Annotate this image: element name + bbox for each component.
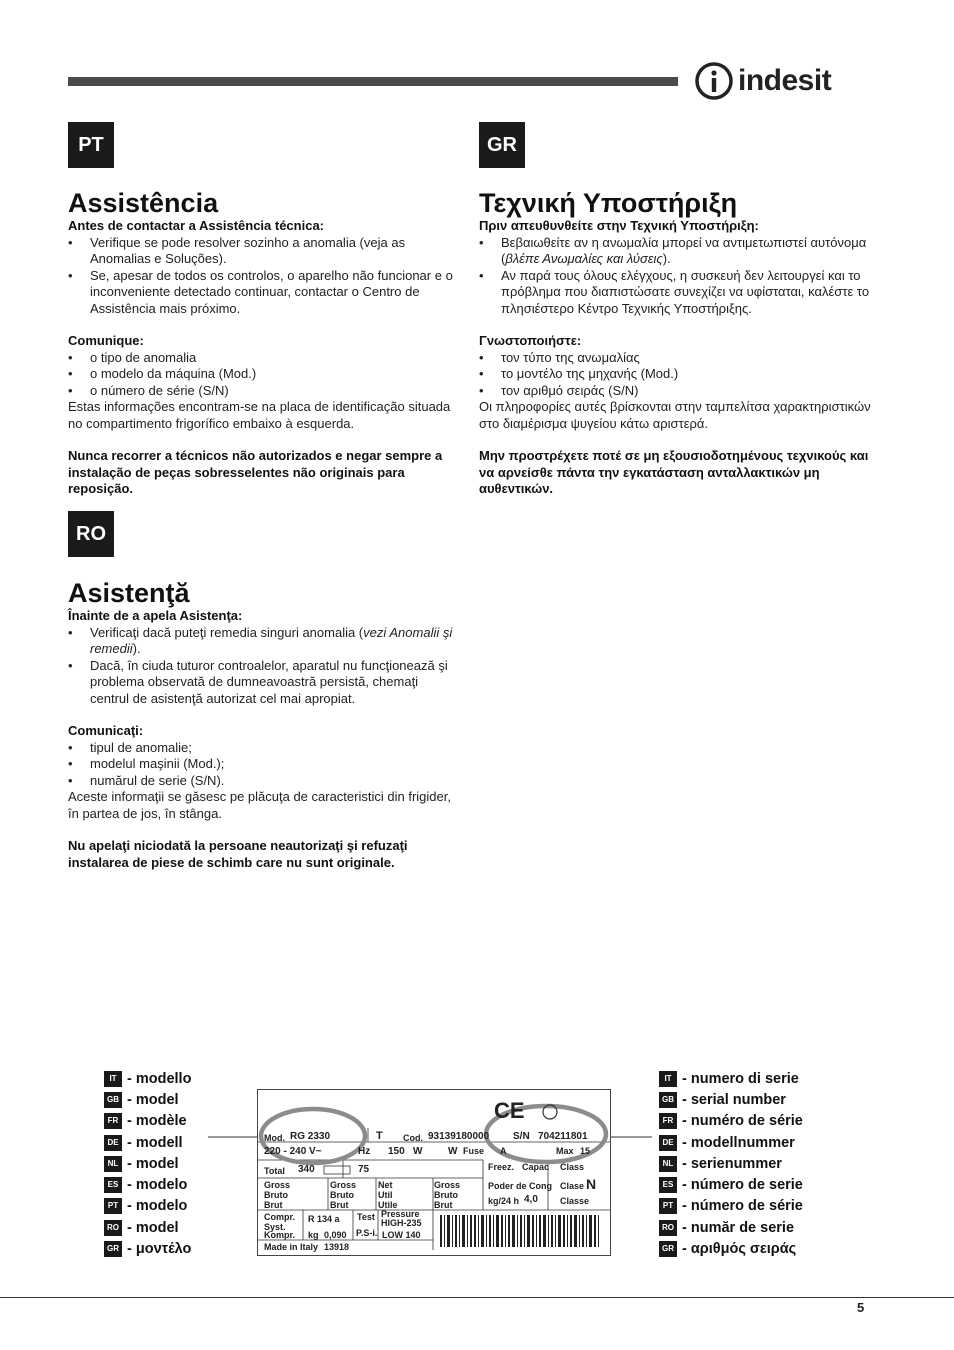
pt-bullet: • Verifique se pode resolver sozinho a anomalia (veja as Anomalias e Soluções). xyxy=(68,235,458,268)
ro-title: Asistenţă xyxy=(68,578,190,608)
plate-freez: Freez. xyxy=(488,1162,515,1172)
pt-info-text: Estas informações encontram-se na placa de identificação situada no compartimento frigorífico embaixo à esquerda. xyxy=(68,399,451,431)
ro-badge: RO xyxy=(68,511,114,557)
plate-gross1: Gross Bruto Brut xyxy=(264,1180,291,1210)
plate-max-val: 15 xyxy=(580,1146,591,1156)
plate-clase-val: N xyxy=(586,1176,597,1192)
legend-row: IT - numero di serie xyxy=(659,1068,803,1089)
plate-cod-value: 93139180000 xyxy=(428,1131,490,1142)
gr-communicate-item: • τον τύπο της ανωμαλίας xyxy=(479,350,871,367)
legend-row: GB - serial number xyxy=(659,1089,803,1110)
legend-row: PT - número de série xyxy=(659,1196,803,1217)
plate-kg24-val: 4,0 xyxy=(524,1194,538,1205)
plate-class: Class xyxy=(560,1162,585,1172)
plate-ps: P.S-i. xyxy=(356,1228,378,1238)
pt-title: Assistência xyxy=(68,188,219,218)
gr-communicate-label: Γνωστοποιήστε: xyxy=(479,333,582,348)
plate-sn-label: S/N xyxy=(513,1131,530,1142)
pt-communicate-item: • o número de série (S/N) xyxy=(68,383,458,400)
gr-bullet: • Βεβαιωθείτε αν η ανωμαλία μπορεί να αντιμετωπιστεί αυτόνομα (βλέπε Ανωμαλίες και λύσεις). xyxy=(479,235,871,268)
legend-row: DE - modellnummer xyxy=(659,1132,803,1153)
plate-compr: Compr. Syst. xyxy=(264,1212,296,1232)
legend-row: GB - model xyxy=(104,1089,191,1110)
plate-capac: Capac xyxy=(522,1162,550,1172)
legend-row: GR - μοντέλο xyxy=(104,1238,191,1259)
ro-bullet: • Verificaţi dacă puteţi remedia singuri anomalia (vezi Anomalii şi remedii). xyxy=(68,625,460,658)
plate-clase: Clase xyxy=(560,1181,585,1191)
ro-info-text: Aceste informaţii se găsesc pe plăcuţa de caracteristici din frigider, în partea de jos, în stânga. xyxy=(68,789,451,821)
pt-badge: PT xyxy=(68,122,114,168)
plate-low: LOW 140 xyxy=(382,1230,421,1240)
ro-intro: Înainte de a apela Asistenţa: xyxy=(68,608,243,623)
plate-made: Made in Italy xyxy=(264,1242,319,1252)
plate-kompr: Kompr. xyxy=(264,1230,296,1240)
plate-test: Test xyxy=(357,1212,375,1222)
gr-intro: Πριν απευθυνθείτε στην Τεχνική Υποστήριξη: xyxy=(479,218,759,233)
ro-warning: Nu apelaţi niciodată la persoane neautorizaţi şi refuzaţi instalarea de piese de schimb care nu sunt originale. xyxy=(68,838,408,870)
plate-fuse: Fuse xyxy=(463,1146,485,1156)
gr-warning: Μην προστρέχετε ποτέ σε μη εξουσιοδοτημένους τεχνικούς και να αρνείσθε πάντα την εγκατάσταση ανταλλακτικών μη αυθεντικών. xyxy=(479,448,869,496)
ce-mark-icon: CE xyxy=(494,1098,525,1123)
plate-kg: kg xyxy=(308,1230,319,1240)
plate-gross3: Gross Bruto Brut xyxy=(434,1180,461,1210)
pt-communicate-label: Comunique: xyxy=(68,333,144,348)
plate-a: A xyxy=(500,1146,507,1156)
gr-title: Τεχνική Υποστήριξη xyxy=(479,188,738,218)
plate-w2: W xyxy=(448,1146,458,1157)
pt-bullet: • Se, apesar de todos os controlos, o aparelho não funcionar e o inconveniente detectado continuar, contactar o Centro de Assistência mais próximo. xyxy=(68,268,458,318)
pt-warning: Nunca recorrer a técnicos não autorizados e negar sempre a instalação de peças sobresselentes não originais para reposição. xyxy=(68,448,443,496)
ro-bullet: • Dacă, în ciuda tuturor controalelor, aparatul nu funcţionează şi problema observată de dumneavoastră persistă, chemaţi centrul de asistenţă autorizat cel mai apropiat. xyxy=(68,658,460,708)
legend-row: FR - numéro de série xyxy=(659,1111,803,1132)
plate-voltage: 220 - 240 V~ xyxy=(264,1146,322,1157)
plate-classe: Classe xyxy=(560,1196,590,1206)
ro-communicate-item: • numărul de serie (S/N). xyxy=(68,773,460,790)
plate-mod-label: Mod. xyxy=(264,1133,285,1143)
ro-communicate-label: Comunicaţi: xyxy=(68,723,144,738)
plate-max: Max xyxy=(556,1146,574,1156)
plate-gross2: Gross Bruto Brut xyxy=(330,1180,357,1210)
plate-r134: R 134 a xyxy=(308,1214,340,1224)
ro-communicate-item: • tipul de anomalie; xyxy=(68,740,460,757)
legend-row: RO - număr de serie xyxy=(659,1217,803,1238)
rating-plate xyxy=(257,1089,611,1256)
gr-communicate-item: • τον αριθμό σειράς (S/N) xyxy=(479,383,871,400)
plate-tl: T xyxy=(376,1130,383,1142)
gr-badge: GR xyxy=(479,122,525,168)
plate-kg-val: 0,090 xyxy=(324,1230,347,1240)
plate-watts: 150 xyxy=(388,1146,405,1157)
gr-bullet: • Αν παρά τους όλους ελέγχους, η συσκευή δεν λειτουργεί και το πρόβλημα που διαπιστώσατε συνεχίζει να υφίσταται, καλέστε το πλησιέστερο Κέντρο Τεχνικής Υποστήριξης. xyxy=(479,268,871,318)
plate-w: W xyxy=(413,1146,423,1157)
legend-row: DE - modell xyxy=(104,1132,191,1153)
legend-row: FR - modèle xyxy=(104,1111,191,1132)
plate-mod-value: RG 2330 xyxy=(290,1131,331,1142)
gr-info-text: Οι πληροφορίες αυτές βρίσκονται στην ταμπελίτσα χαρακτηριστικών στο διαμέρισμα ψυγείου κάτω αριστερά. xyxy=(479,399,871,431)
legend-row: ES - número de serie xyxy=(659,1174,803,1195)
legend-row: GR - αριθμός σειράς xyxy=(659,1238,803,1259)
legend-row: RO - model xyxy=(104,1217,191,1238)
pt-communicate-item: • o tipo de anomalia xyxy=(68,350,458,367)
legend-row: IT - modello xyxy=(104,1068,191,1089)
ro-communicate-item: • modelul maşinii (Mod.); xyxy=(68,756,460,773)
plate-net: Net Util Utile xyxy=(378,1180,398,1210)
legend-row: ES - modelo xyxy=(104,1174,191,1195)
pt-communicate-item: • o modelo da máquina (Mod.) xyxy=(68,366,458,383)
plate-cod-label: Cod. xyxy=(403,1133,423,1143)
pt-intro: Antes de contactar a Assistência técnica: xyxy=(68,218,325,233)
plate-made-num: 13918 xyxy=(324,1242,350,1252)
plate-poder: Poder de Cong xyxy=(488,1181,553,1191)
plate-pressure: Pressure HIGH-235 xyxy=(381,1209,422,1228)
plate-star-val: 75 xyxy=(358,1164,370,1175)
plate-sn-value: 704211801 xyxy=(538,1131,588,1142)
page-number: 5 xyxy=(857,1300,865,1315)
brand-name: indesit xyxy=(738,64,832,97)
plate-kg24: kg/24 h xyxy=(488,1196,520,1206)
legend-row: PT - modelo xyxy=(104,1196,191,1217)
plate-hz: Hz xyxy=(358,1146,371,1157)
legend-row: NL - model xyxy=(104,1153,191,1174)
gr-communicate-item: • το μοντέλο της μηχανής (Mod.) xyxy=(479,366,871,383)
legend-row: NL - serienummer xyxy=(659,1153,803,1174)
plate-total-val: 340 xyxy=(298,1164,315,1175)
footer-rule xyxy=(0,1297,954,1298)
plate-total: Total xyxy=(264,1166,285,1176)
